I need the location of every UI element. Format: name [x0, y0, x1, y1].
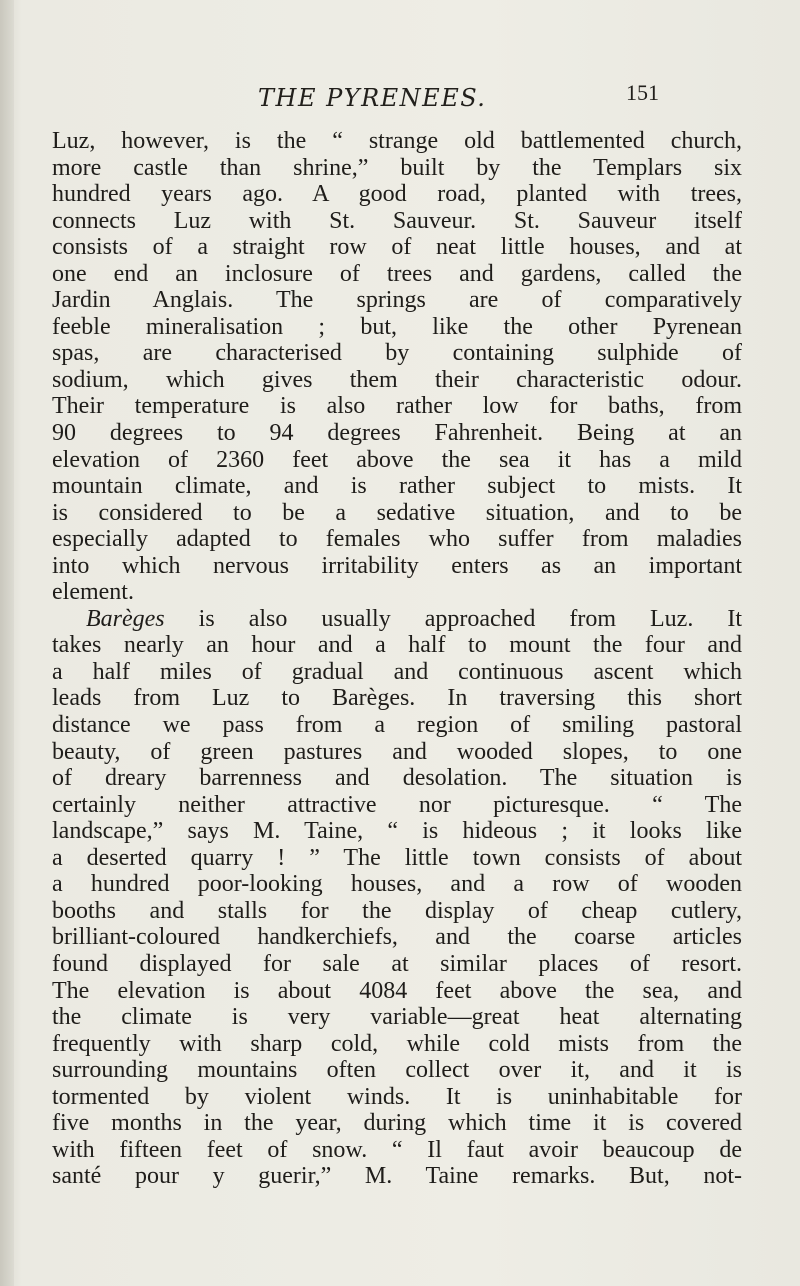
- text-line: distance we pass from a region of smiling pastoral: [52, 712, 742, 739]
- body-text: [52, 128, 742, 1190]
- text-line: landscape,” says M. Taine, “ is hideous ; it looks like: [52, 818, 742, 845]
- page-binding-edge: [0, 0, 14, 1286]
- text-line: one end an inclosure of trees and gardens, called the: [52, 260, 742, 287]
- text-line: hundred years ago. A good road, planted with trees,: [52, 181, 742, 208]
- italic-place-name: Barèges: [86, 605, 165, 632]
- text-line: of dreary barrenness and desolation. The situation is: [52, 765, 742, 792]
- text-line: a hundred poor-looking houses, and a row of wooden: [52, 871, 742, 898]
- text-line: sodium, which gives them their characteristic odour.: [52, 366, 742, 393]
- text-line: certainly neither attractive nor picturesque. “ The: [52, 791, 742, 818]
- text-line: beauty, of green pastures and wooded slopes, to one: [52, 738, 742, 765]
- text-line: santé pour y guerir,” M. Taine remarks. But, not-: [52, 1163, 742, 1190]
- text-line: mountain climate, and is rather subject to mists. It: [52, 473, 742, 500]
- text-line: more castle than shrine,” built by the Templars six: [52, 154, 742, 181]
- text-line: elevation of 2360 feet above the sea it has a mild: [52, 446, 742, 473]
- text-line: frequently with sharp cold, while cold mists from the: [52, 1030, 742, 1057]
- text-line: tormented by violent winds. It is uninhabitable for: [52, 1083, 742, 1110]
- text-line: 90 degrees to 94 degrees Fahrenheit. Being at an: [52, 420, 742, 447]
- text-line: found displayed for sale at similar places of resort.: [52, 950, 742, 977]
- text-line: brilliant-coloured handkerchiefs, and the coarse articles: [52, 924, 742, 951]
- text-line: a half miles of gradual and continuous ascent which: [52, 658, 742, 685]
- text-line: The elevation is about 4084 feet above the sea, and: [52, 977, 742, 1004]
- text-line: takes nearly an hour and a half to mount the four and: [52, 632, 742, 659]
- text-line: [52, 606, 742, 633]
- text-line: consists of a straight row of neat little houses, and at: [52, 234, 742, 261]
- text-line: element.: [52, 579, 134, 606]
- text-line: leads from Luz to Barèges. In traversing this short: [52, 685, 742, 712]
- text-line: is considered to be a sedative situation, and to be: [52, 499, 742, 526]
- running-head-title: THE PYRENEES.: [258, 84, 487, 112]
- text-line: booths and stalls for the display of cheap cutlery,: [52, 897, 742, 924]
- text-line: surrounding mountains often collect over it, and it is: [52, 1057, 742, 1084]
- text-line: Their temperature is also rather low for baths, from: [52, 393, 742, 420]
- text-line: Luz, however, is the “ strange old battlemented church,: [52, 128, 742, 154]
- page-number: 151: [626, 80, 659, 105]
- text-line: especially adapted to females who suffer from maladies: [52, 526, 742, 553]
- text-line: into which nervous irritability enters as an important: [52, 552, 742, 579]
- text-line: spas, are characterised by containing sulphide of: [52, 340, 742, 367]
- text-line: connects Luz with St. Sauveur. St. Sauveur itself: [52, 207, 742, 234]
- running-head: [0, 80, 800, 124]
- text-line: feeble mineralisation ; but, like the other Pyrenean: [52, 313, 742, 340]
- text-line: Jardin Anglais. The springs are of comparatively: [52, 287, 742, 314]
- text-line: a deserted quarry ! ” The little town consists of about: [52, 844, 742, 871]
- text-line: five months in the year, during which time it is covered: [52, 1110, 742, 1137]
- text-line-continuation: is also usually approached from Luz. It: [164, 605, 742, 632]
- text-line: the climate is very variable—great heat alternating: [52, 1004, 742, 1031]
- text-line: with fifteen feet of snow. “ Il faut avoir beaucoup de: [52, 1136, 742, 1163]
